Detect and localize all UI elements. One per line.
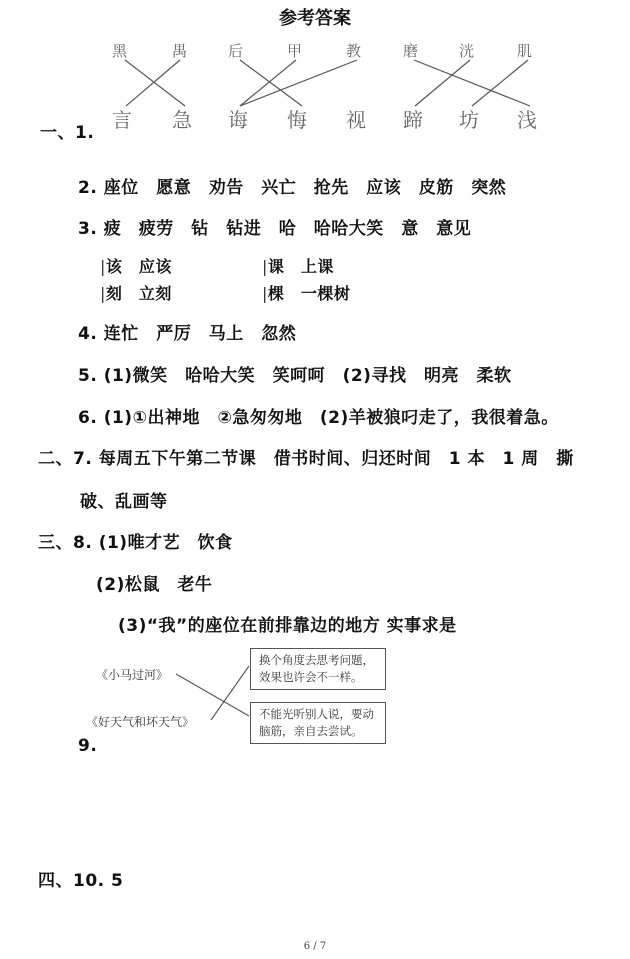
q8-answer-part1: 三、8. (1)唯才艺 饮食 [38, 533, 233, 553]
q3-group-b: |课 上课 |棵 一棵树 [262, 257, 351, 303]
q9-answer-box: 不能光听别人说，要动脑筋，亲自去尝试。 [250, 702, 386, 744]
q9-book-title: 《小马过河》 [96, 668, 169, 682]
page-number: 6 / 7 [303, 941, 327, 952]
q1-top-word: 洸 [459, 42, 475, 60]
q1-top-word: 黑 [112, 42, 128, 60]
q1-bottom-word: 言 [112, 108, 132, 132]
q6-answer: 6. (1)①出神地 ②急匆匆地 (2)羊被狼叼走了，我很着急。 [78, 408, 559, 428]
q9-answer-box: 换个角度去思考问题，效果也许会不一样。 [250, 648, 386, 690]
q1-top-word: 后 [228, 42, 244, 60]
q10-answer: 四、10. 5 [38, 871, 124, 891]
q1-bottom-word: 蹄 [403, 108, 423, 132]
q1-top-word: 磨 [403, 42, 419, 60]
q3-group-a-item: 该 应该 [105, 257, 172, 276]
match-line [240, 60, 357, 106]
match-line [176, 674, 249, 716]
q1-bottom-word: 悔 [287, 108, 307, 132]
q3-group-b-item: 棵 一棵树 [267, 284, 351, 303]
q1-label: 一、1. [40, 123, 95, 143]
q7-answer-line1: 二、7. 每周五下午第二节课 借书时间、归还时间 1 本 1 周 撕 [38, 449, 574, 469]
q3-group-a-item: 刻 立刻 [105, 284, 172, 303]
q2-answer: 2. 座位 愿意 劝告 兴亡 抢先 应该 皮筋 突然 [78, 178, 507, 198]
q1-top-word: 甲 [287, 42, 303, 60]
q1-bottom-word: 视 [346, 108, 366, 132]
match-line [414, 60, 530, 106]
q1-bottom-word: 急 [172, 108, 192, 132]
page-title: 参考答案 [279, 8, 351, 29]
q8-answer-part2: (2)松鼠 老牛 [96, 575, 213, 595]
q3-answer: 3. 疲 疲劳 钻 钻进 哈 哈哈大笑 意 意见 [78, 219, 472, 239]
q9-book-title: 《好天气和坏天气》 [86, 715, 195, 729]
q5-answer: 5. (1)微笑 哈哈大笑 笑呵呵 (2)寻找 明亮 柔软 [78, 366, 512, 386]
match-line [211, 666, 249, 720]
q1-top-word: 禺 [172, 42, 188, 60]
match-line [472, 60, 528, 106]
match-line [415, 60, 470, 106]
q7-answer-line2: 破、乱画等 [80, 492, 168, 512]
q1-top-word: 教 [346, 42, 362, 60]
q9-label: 9. [78, 736, 98, 756]
q1-bottom-word: 坊 [459, 108, 479, 132]
q1-bottom-word: 浅 [517, 108, 537, 132]
q8-answer-part3: (3)“我”的座位在前排靠边的地方 实事求是 [118, 616, 457, 636]
q4-answer: 4. 连忙 严厉 马上 忽然 [78, 324, 297, 344]
q3-group-a: |该 应该 |刻 立刻 [100, 257, 172, 303]
q3-group-b-item: 课 上课 [267, 257, 334, 276]
q1-top-word: 肌 [517, 42, 533, 60]
q1-bottom-word: 诲 [228, 108, 248, 132]
